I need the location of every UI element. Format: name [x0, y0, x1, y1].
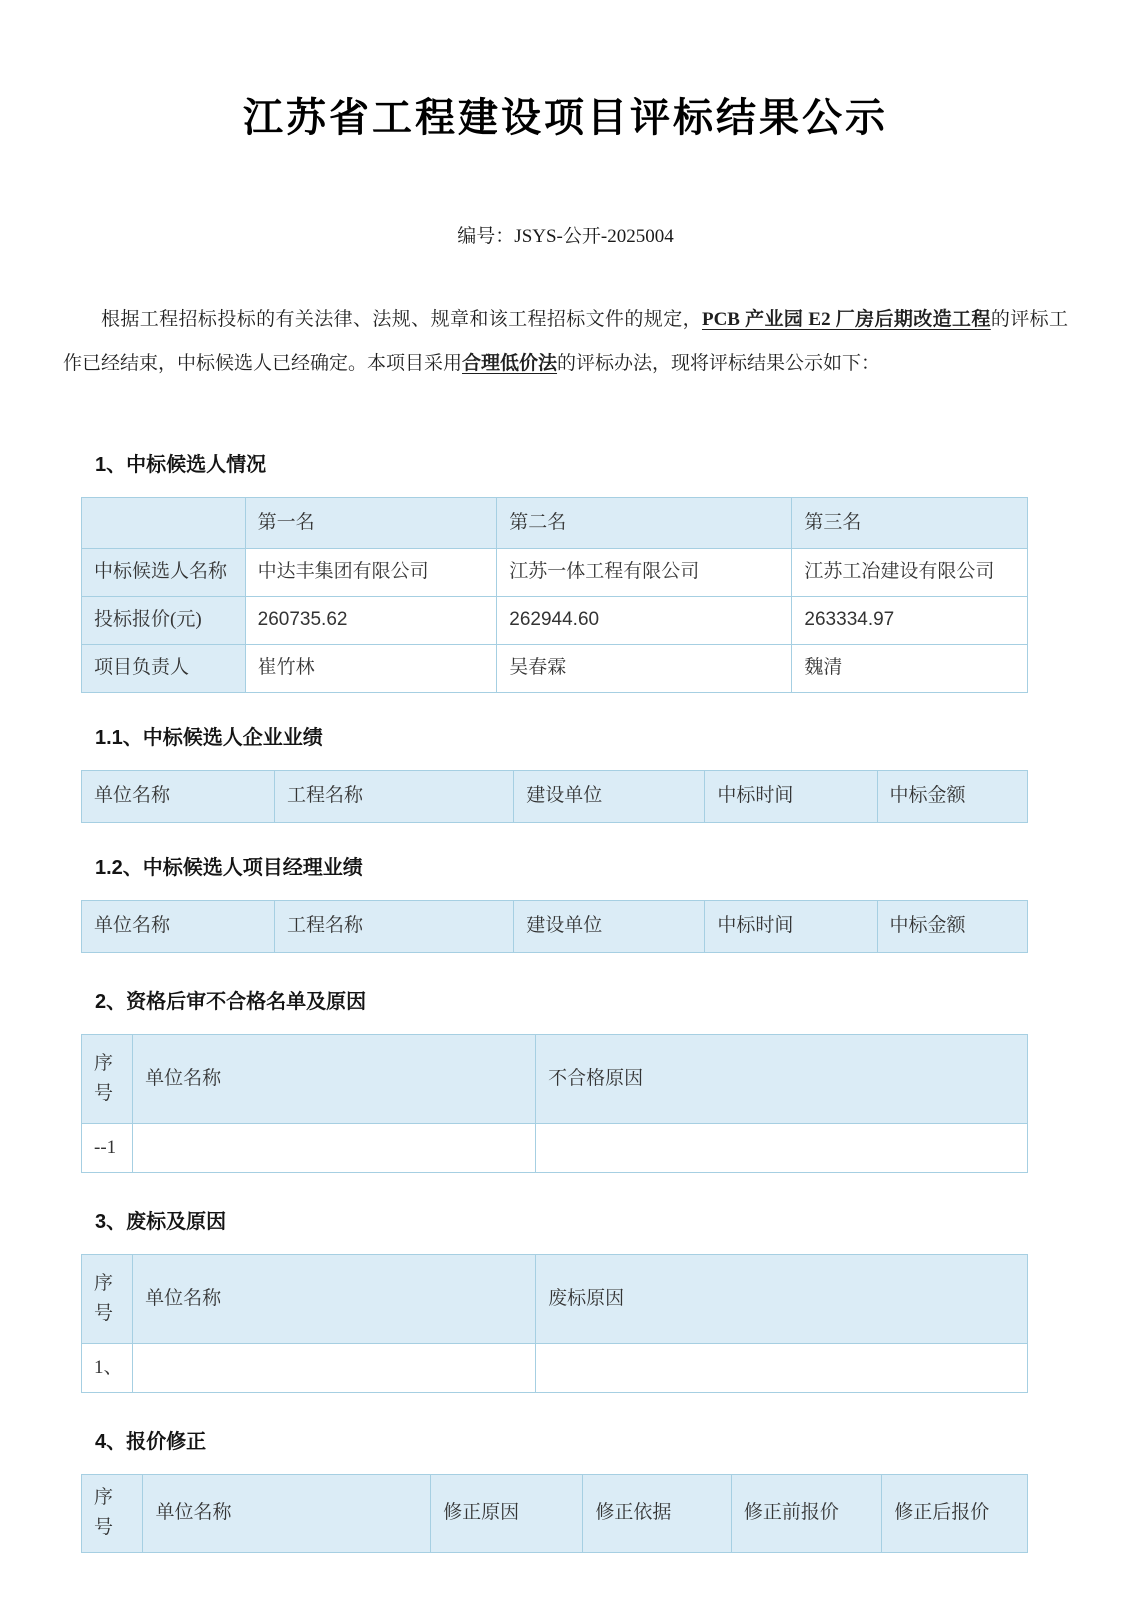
winning-candidates-table	[81, 497, 1028, 693]
section-1-1-heading: 1.1、中标候选人企业业绩	[95, 727, 323, 749]
col-header: 修正前报价	[731, 1475, 881, 1553]
candidate-3-price: 263334.97	[792, 597, 1028, 645]
reason-cell	[536, 1124, 1028, 1173]
candidate-name-row	[82, 549, 1028, 597]
col-header: 单位名称	[82, 771, 275, 823]
col-header: 修正依据	[583, 1475, 732, 1553]
col-header: 单位名称	[133, 1035, 536, 1124]
project-leader-row	[82, 645, 1028, 693]
col-header: 工程名称	[274, 771, 513, 823]
section-1-2-heading: 1.2、中标候选人项目经理业绩	[95, 857, 363, 879]
bid-price-row	[82, 597, 1028, 645]
col-header: 单位名称	[82, 901, 275, 953]
unit-name-cell	[133, 1344, 536, 1393]
project-name: PCB 产业园 E2 厂房后期改造工程	[701, 309, 991, 330]
candidate-2-name: 江苏一体工程有限公司	[497, 549, 792, 597]
disqualified-row	[82, 1124, 1028, 1173]
row-label: 项目负责人	[82, 645, 246, 693]
col-header: 单位名称	[133, 1255, 536, 1344]
candidate-2-price: 262944.60	[497, 597, 792, 645]
candidate-2-leader: 吴春霖	[497, 645, 792, 693]
col-header: 中标金额	[877, 771, 1027, 823]
rejected-row	[82, 1344, 1028, 1393]
col-header: 中标时间	[705, 901, 877, 953]
rank-2-header: 第二名	[497, 498, 792, 549]
intro-text-3: 的评标办法，现将评标结果公示如下：	[557, 353, 881, 374]
rejected-bids-table	[81, 1254, 1028, 1393]
col-header: 建设单位	[514, 901, 705, 953]
doc-number: 编号：JSYS-公开-2025004	[457, 226, 674, 247]
section-3-heading: 3、废标及原因	[95, 1211, 227, 1233]
intro-paragraph	[63, 298, 1068, 386]
reason-cell	[536, 1344, 1028, 1393]
col-header: 序号	[82, 1255, 133, 1344]
candidates-header-row	[82, 498, 1028, 549]
manager-performance-header-row	[82, 901, 1028, 953]
col-header: 中标时间	[705, 771, 877, 823]
disqualified-list-table	[81, 1034, 1028, 1173]
row-label: 投标报价(元)	[82, 597, 246, 645]
intro-text-2: 的评标工作已经结束，中标候选人已经确定。本项目采用	[63, 309, 1068, 374]
candidate-1-price: 260735.62	[245, 597, 497, 645]
col-header: 单位名称	[143, 1475, 431, 1553]
row-index: 1、	[82, 1344, 133, 1393]
candidate-1-leader: 崔竹林	[245, 645, 497, 693]
unit-name-cell	[133, 1124, 536, 1173]
row-label: 中标候选人名称	[82, 549, 246, 597]
candidate-3-leader: 魏清	[792, 645, 1028, 693]
col-header: 建设单位	[514, 771, 705, 823]
section-2-heading: 2、资格后审不合格名单及原因	[95, 991, 367, 1013]
enterprise-performance-header-row	[82, 771, 1028, 823]
candidate-1-name: 中达丰集团有限公司	[245, 549, 497, 597]
section-1-heading: 1、中标候选人情况	[95, 454, 267, 476]
col-header: 中标金额	[877, 901, 1027, 953]
intro-text-1: 根据工程招标投标的有关法律、法规、规章和该工程招标文件的规定，	[101, 309, 702, 330]
col-header: 工程名称	[274, 901, 513, 953]
corner-cell	[82, 498, 246, 549]
col-header: 序号	[82, 1035, 133, 1124]
col-header: 修正后报价	[882, 1475, 1028, 1553]
rejected-header-row	[82, 1255, 1028, 1344]
document-title: 江苏省工程建设项目评标结果公示	[243, 95, 888, 140]
col-header: 不合格原因	[536, 1035, 1028, 1124]
evaluation-method: 合理低价法	[462, 353, 558, 374]
col-header: 修正原因	[431, 1475, 583, 1553]
rank-1-header: 第一名	[245, 498, 497, 549]
disqualified-header-row	[82, 1035, 1028, 1124]
col-header: 废标原因	[536, 1255, 1028, 1344]
price-correction-header-row	[82, 1475, 1028, 1553]
rank-3-header: 第三名	[792, 498, 1028, 549]
candidate-3-name: 江苏工冶建设有限公司	[792, 549, 1028, 597]
col-header: 序号	[82, 1475, 143, 1553]
project-manager-performance-table	[81, 900, 1028, 953]
enterprise-performance-table	[81, 770, 1028, 823]
price-correction-table	[81, 1474, 1028, 1553]
section-4-heading: 4、报价修正	[95, 1431, 207, 1453]
row-index: --1	[82, 1124, 133, 1173]
